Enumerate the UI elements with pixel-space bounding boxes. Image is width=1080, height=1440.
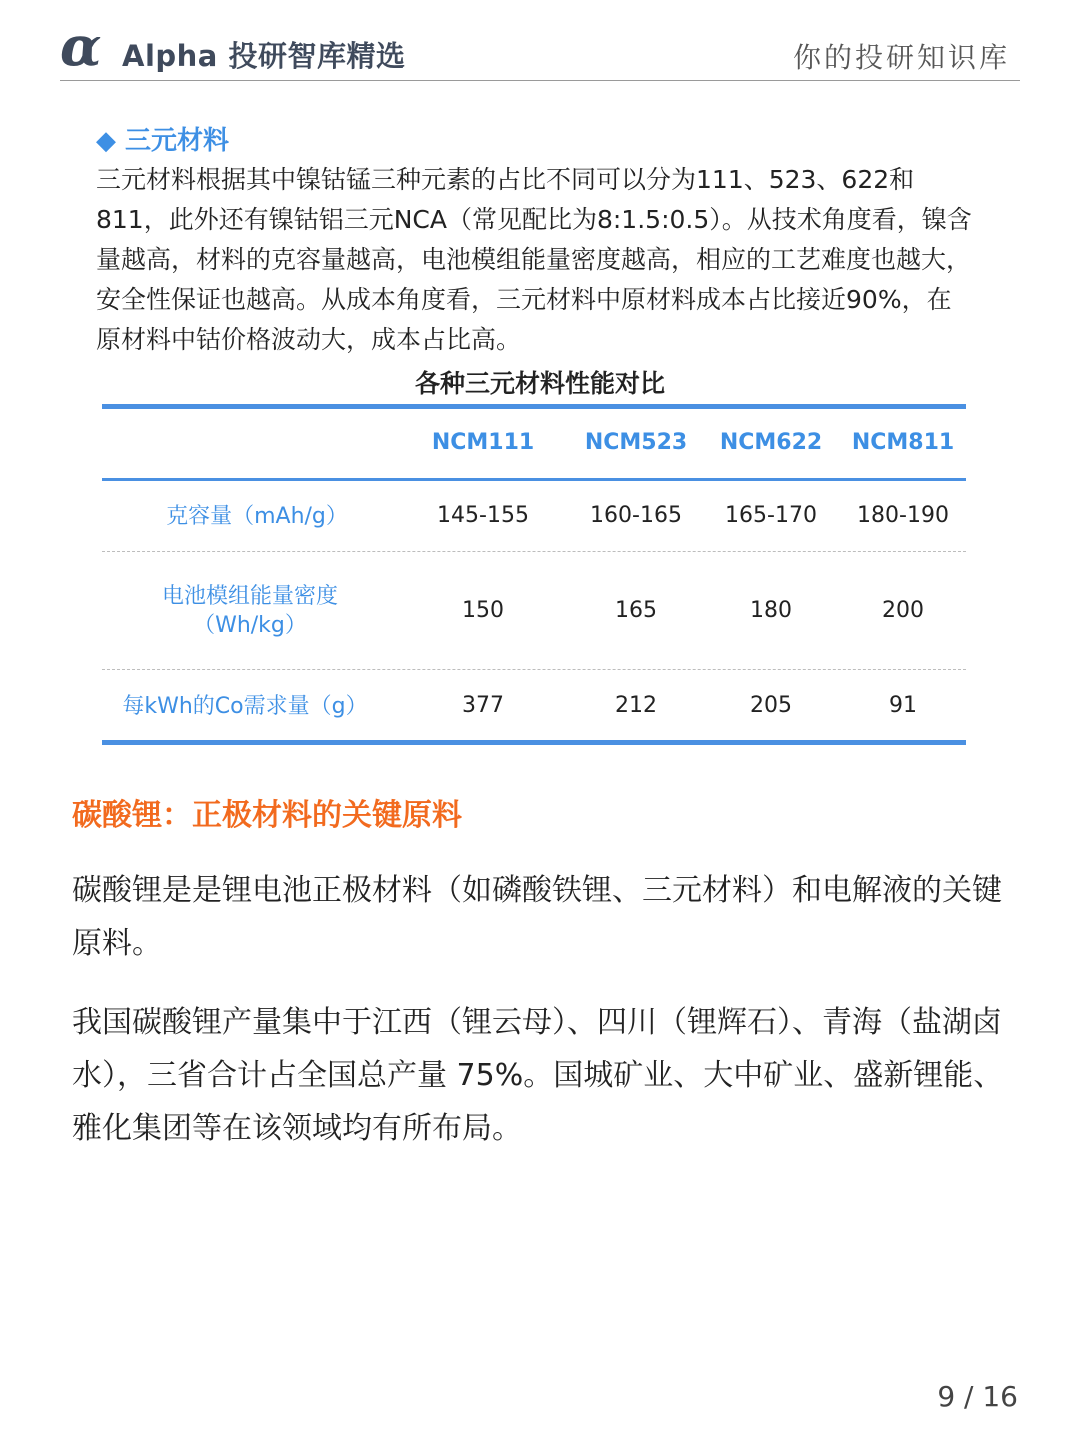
table-cell: 212: [615, 693, 657, 718]
page-number: 9 / 16: [937, 1380, 1018, 1413]
table-cell: 91: [889, 693, 917, 718]
table-cell: 165-170: [725, 503, 817, 528]
table-cell: 180-190: [857, 503, 949, 528]
body-paragraph: 我国碳酸锂产量集中于江西（锂云母）、四川（锂辉石）、青海（盐湖卤水），三省合计占全国总产量 75%。国城矿业、大中矿业、盛新锂能、雅化集团等在该领域均有所布局。: [72, 1005, 1004, 1146]
table-cell: 145-155: [437, 503, 529, 528]
section-title: ◆ 三元材料: [96, 126, 230, 156]
row-divider: [102, 669, 966, 670]
table-top-rule: [102, 404, 966, 409]
row-label-line: 电池模组能量密度: [161, 584, 338, 609]
table-bottom-rule: [102, 740, 966, 745]
col-header-ncm523: NCM523: [584, 430, 688, 455]
row-label: 克容量（mAh/g）: [166, 504, 348, 529]
table-cell: 165: [615, 598, 657, 623]
table-cell: 200: [882, 598, 924, 623]
table-header-rule: [102, 478, 966, 481]
col-header-ncm622: NCM622: [719, 430, 823, 455]
page-header: [60, 14, 1020, 81]
table-cell: 205: [750, 693, 792, 718]
row-label-line: （Wh/kg）: [193, 613, 307, 638]
table-cell: 377: [462, 693, 504, 718]
table-cell: 180: [750, 598, 792, 623]
row-label: [95, 582, 405, 640]
row-divider: [102, 551, 966, 552]
body-paragraph: 碳酸锂是是锂电池正极材料（如磷酸铁锂、三元材料）和电解液的关键原料。: [72, 873, 1002, 961]
header-tagline: 你的投研知识库: [792, 41, 1010, 74]
section-paragraph: 三元材料根据其中镍钴锰三种元素的占比不同可以分为111、523、622和811，此外还有镍钴铝三元NCA（常见配比为8:1.5:0.5）。从技术角度看，镍含量越高，材料的克容量越高，电池模组能量密度越高，相应的工艺难度也越大，安全性保证也越高。从成本角度看，三元材料中原材料成本占比接近90%，在原材料中钴价格波动大，成本占比高。: [96, 165, 972, 354]
table-title: 各种三元材料性能对比: [414, 369, 665, 398]
alpha-logo-icon: α: [60, 14, 102, 78]
section-heading: 碳酸锂：正极材料的关键原料: [72, 798, 462, 833]
col-header-ncm111: NCM111: [431, 430, 535, 455]
row-label: 每kWh的Co需求量（g）: [122, 694, 368, 719]
brand-name: Alpha 投研智库精选: [122, 39, 406, 73]
col-header-ncm811: NCM811: [851, 430, 955, 455]
table-cell: 150: [462, 598, 504, 623]
table-cell: 160-165: [590, 503, 682, 528]
